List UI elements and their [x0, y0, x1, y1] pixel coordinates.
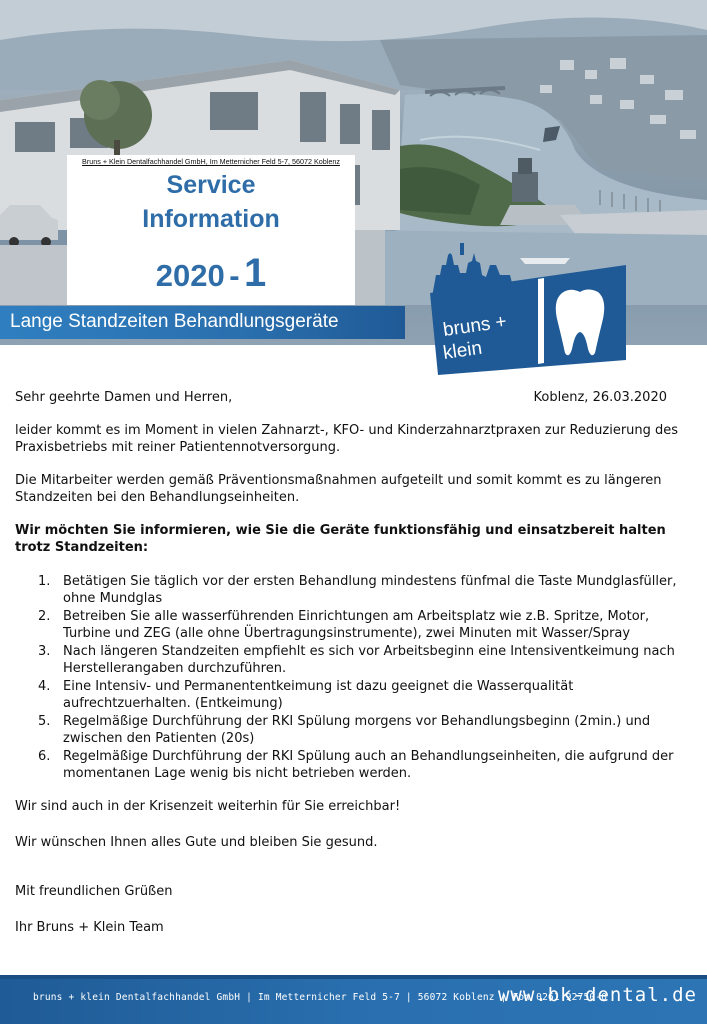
bruns-klein-logo — [430, 235, 630, 375]
list-item-number: 3. — [38, 644, 51, 659]
paragraph-bold-intro: Wir möchten Sie informieren, wie Sie die Geräte funktionsfähig und einsatzbereit halten trotz Standzeiten: — [15, 523, 666, 555]
footer-stripe — [0, 975, 707, 979]
paragraph-staff: Die Mitarbeiter werden gemäß Präventionsmaßnahmen aufgeteilt und somit kommt es zu längeren Standzeiten bei den Behandlungseinheiten. — [15, 473, 662, 505]
paragraph-intro: leider kommt es im Moment in vielen Zahnarzt-, KFO- und Kinderzahnarztpraxen zur Reduzierung des Praxisbetriebs mit reiner Patientennotversorgung. — [15, 423, 679, 455]
salutation: Sehr geehrte Damen und Herren, — [15, 390, 233, 405]
closing-reachable: Wir sind auch in der Krisenzeit weiterhin für Sie erreichbar! — [15, 799, 401, 814]
list-item-text: Regelmäßige Durchführung der RKI Spülung morgens vor Behandlungsbeginn (2min.) und zwischen den Patienten (20s) — [63, 714, 651, 746]
list-item — [15, 573, 695, 607]
list-item-text: Regelmäßige Durchführung der RKI Spülung auch an Behandlungseinheiten, die aufgrund der momentanen Lage wenig bis nicht betrieben werden. — [63, 749, 674, 781]
title-band — [0, 306, 405, 339]
greeting: Mit freundlichen Grüßen — [15, 884, 173, 899]
footer-bar — [0, 975, 707, 1024]
list-item — [15, 748, 695, 782]
list-item-number: 5. — [38, 714, 51, 729]
logo-graphic — [430, 235, 630, 375]
signature: Ihr Bruns + Klein Team — [15, 920, 164, 935]
issue-year: 2020 — [155, 258, 225, 293]
issue-line — [67, 251, 355, 296]
footer-website-link[interactable]: www.bk-dental.de — [497, 984, 697, 1006]
list-item-number: 6. — [38, 749, 51, 764]
footer-address: bruns + klein Dentalfachhandel GmbH | Im Metternicher Feld 5-7 | 56072 Koblenz | Fon 0261 92750-0 — [33, 992, 608, 1003]
logo-text-line2: klein — [441, 337, 484, 364]
list-item-number: 1. — [38, 574, 51, 589]
list-item — [15, 608, 695, 642]
document-title: Lange Standzeiten Behandlungsgeräte — [10, 311, 339, 332]
issue-number: 1 — [243, 251, 267, 295]
list-item-text: Betreiben Sie alle wasserführenden Einrichtungen am Arbeitsplatz wie z.B. Spritze, Motor, Turbine und ZEG (alle ohne Übertragungsinstrumente), zwei Minuten mit Wasser/Spray — [63, 609, 650, 641]
instruction-list — [15, 573, 695, 783]
list-item-text: Nach längeren Standzeiten empfiehlt es sich vor Arbeitsbeginn eine Intensiventkeimung nach Herstellerangaben durchzuführen. — [63, 644, 675, 676]
list-item-number: 2. — [38, 609, 51, 624]
list-item — [15, 678, 695, 712]
issue-dash: - — [229, 258, 240, 293]
list-item — [15, 713, 695, 747]
letter-date: Koblenz, 26.03.2020 — [533, 390, 667, 405]
list-item-text: Betätigen Sie täglich vor der ersten Behandlung mindestens fünfmal die Taste Mundglasfüller, ohne Mundglas — [63, 574, 677, 606]
logo-text-line1: bruns + — [441, 311, 508, 341]
list-item-number: 4. — [38, 679, 51, 694]
list-item-text: Eine Intensiv- und Permanententkeimung ist dazu geeignet die Wasserqualität aufrechtzuerhalten. (Entkeimung) — [63, 679, 574, 711]
service-title-line1: Service — [166, 171, 256, 199]
service-title-line2: Information — [142, 205, 280, 233]
closing-wishes: Wir wünschen Ihnen alles Gute und bleiben Sie gesund. — [15, 835, 378, 850]
company-address-line: Bruns + Klein Dentalfachhandel GmbH, Im Metternicher Feld 5-7, 56072 Koblenz — [82, 157, 340, 166]
service-info-box — [67, 155, 355, 305]
list-item — [15, 643, 695, 677]
